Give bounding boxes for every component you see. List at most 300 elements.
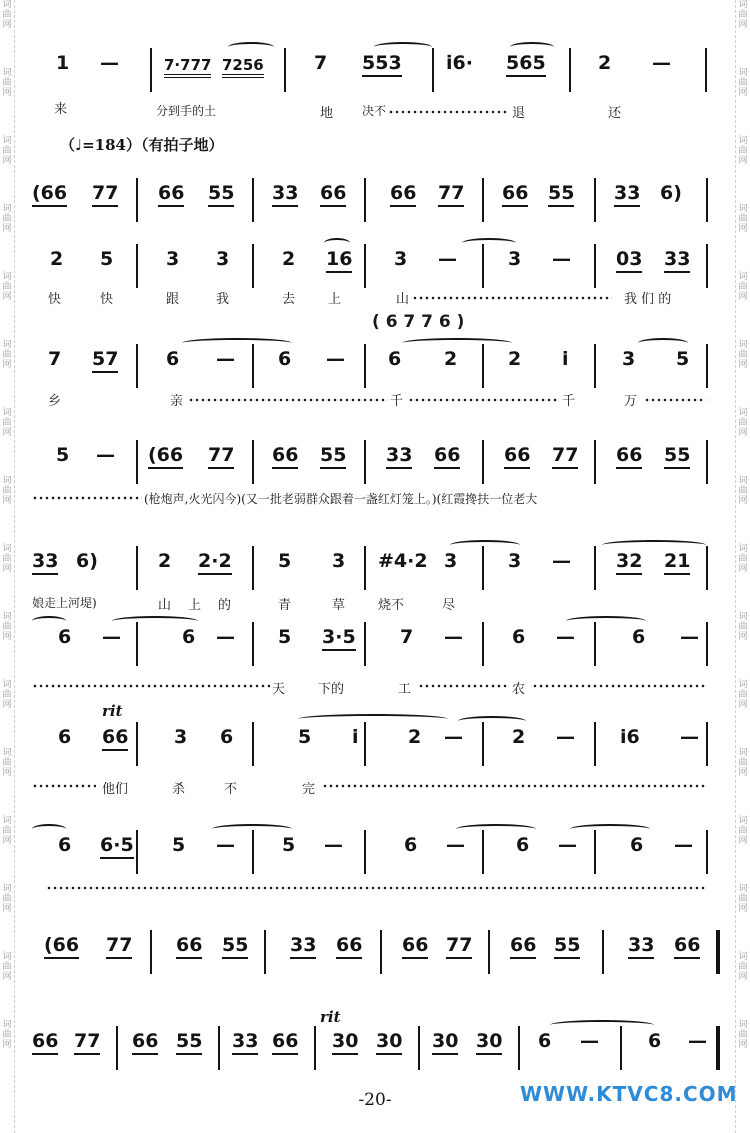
lyric: 快 [100, 292, 114, 307]
note: 66 [402, 934, 428, 959]
watermark-char: 曲 [738, 282, 748, 292]
watermark-glyphs [736, 0, 750, 30]
note: 6 [58, 726, 72, 748]
note: 6 [388, 348, 402, 370]
note: 6 [404, 834, 418, 856]
note: 5 [298, 726, 312, 748]
note: (66 [44, 934, 79, 959]
barline [364, 546, 366, 590]
watermark-char: 词 [738, 544, 748, 554]
slur [32, 616, 66, 626]
note: 66 [320, 182, 346, 207]
watermark-char: 曲 [2, 554, 12, 564]
watermark-char: 网 [2, 1040, 12, 1050]
watermark-glyphs [0, 1020, 14, 1050]
watermark-char: 网 [738, 564, 748, 574]
watermark-glyphs [0, 136, 14, 166]
note: 30 [332, 1030, 358, 1055]
note: 2 [444, 348, 458, 370]
watermark-char: 曲 [2, 622, 12, 632]
note: 66 [132, 1030, 158, 1055]
watermark-char: 词 [2, 680, 12, 690]
barline [136, 244, 138, 288]
watermark-char: 词 [738, 340, 748, 350]
lyric: 决不 [362, 104, 387, 118]
slur [212, 824, 292, 834]
note: 5 [100, 248, 114, 270]
note: 553 [362, 52, 402, 77]
watermark-char: 网 [738, 428, 748, 438]
watermark-char: 网 [738, 904, 748, 914]
barline [252, 722, 254, 766]
lyric: 的 [218, 598, 232, 613]
melisma-line [32, 784, 96, 788]
note: — [216, 834, 235, 856]
barline [620, 1026, 622, 1070]
note: 6 [512, 626, 526, 648]
note: 2 [512, 726, 526, 748]
note: 2 [282, 248, 296, 270]
watermark-char: 曲 [2, 690, 12, 700]
watermark-glyphs [736, 816, 750, 846]
barline [364, 178, 366, 222]
barline [706, 830, 708, 874]
lyric: 天 [272, 682, 286, 697]
watermark-right [735, 0, 750, 1133]
slur [182, 338, 292, 348]
watermark-char: 曲 [2, 214, 12, 224]
watermark-char: 曲 [738, 146, 748, 156]
barline [284, 48, 286, 92]
barline [569, 48, 571, 92]
watermark-char: 曲 [2, 962, 12, 972]
watermark-char: 网 [2, 88, 12, 98]
note: 66 [616, 444, 642, 469]
note: — [680, 726, 699, 748]
barline [482, 722, 484, 766]
barline [136, 722, 138, 766]
watermark-char: 曲 [2, 350, 12, 360]
watermark-glyphs [736, 544, 750, 574]
note: 66 [674, 934, 700, 959]
note: 3 [166, 248, 180, 270]
note: — [552, 248, 571, 270]
note: 66 [434, 444, 460, 469]
watermark-glyphs [736, 1020, 750, 1050]
note: 3·5 [322, 626, 356, 651]
lyric: 亲 [170, 394, 184, 409]
note: (66 [32, 182, 67, 207]
note: — [556, 726, 575, 748]
note: 33 [614, 182, 640, 207]
note: 6 [166, 348, 180, 370]
note: 33 [272, 182, 298, 207]
lyric: 不 [224, 782, 238, 797]
note: 3 [394, 248, 408, 270]
watermark-char: 网 [2, 904, 12, 914]
watermark-char: 曲 [2, 486, 12, 496]
barline [136, 622, 138, 666]
note: 55 [548, 182, 574, 207]
ritardando-marking: rit [320, 1008, 341, 1026]
barline [136, 344, 138, 388]
barline [136, 178, 138, 222]
note: — [674, 834, 693, 856]
note: — [444, 726, 463, 748]
barline [150, 930, 152, 974]
note: 565 [506, 52, 546, 77]
note: — [324, 834, 343, 856]
watermark-left [0, 0, 15, 1133]
watermark-char: 网 [2, 836, 12, 846]
note: — [652, 52, 671, 74]
watermark-char: 词 [2, 476, 12, 486]
note: 55 [222, 934, 248, 959]
watermark-char: 词 [738, 0, 748, 10]
barline [252, 440, 254, 484]
note: — [326, 348, 345, 370]
watermark-char: 网 [2, 224, 12, 234]
slur [510, 42, 554, 52]
watermark-char: 词 [2, 272, 12, 282]
note: 6 [220, 726, 234, 748]
note: 66 [272, 444, 298, 469]
watermark-char: 曲 [738, 10, 748, 20]
note: 2 [598, 52, 612, 74]
watermark-char: 网 [2, 496, 12, 506]
note: 3 [444, 550, 458, 572]
lyric: 杀 [172, 782, 186, 797]
lyric: 上 [328, 292, 342, 307]
note: 77 [552, 444, 578, 469]
note: 66 [510, 934, 536, 959]
barline [594, 830, 596, 874]
lyric: 他们 [102, 782, 129, 797]
note: 66 [32, 1030, 58, 1055]
lyric: 乡 [48, 394, 62, 409]
note: 33 [628, 934, 654, 959]
final-barline [716, 1026, 720, 1070]
barline [594, 546, 596, 590]
note: 21 [664, 550, 690, 575]
note: 7 [400, 626, 414, 648]
lyric: 来 [54, 102, 68, 117]
watermark-char: 网 [2, 156, 12, 166]
note: 6) [660, 182, 682, 204]
watermark-char: 词 [738, 816, 748, 826]
watermark-char: 曲 [2, 826, 12, 836]
note: 5 [282, 834, 296, 856]
note: 6 [58, 834, 72, 856]
slur [402, 338, 512, 348]
barline [314, 1026, 316, 1070]
watermark-char: 曲 [2, 1030, 12, 1040]
barline [218, 1026, 220, 1070]
watermark-char: 词 [738, 884, 748, 894]
watermark-char: 网 [2, 428, 12, 438]
note: 6·5 [100, 834, 134, 859]
barline [136, 546, 138, 590]
note: 55 [664, 444, 690, 469]
lyric: 完 [302, 782, 316, 797]
watermark-char: 网 [738, 836, 748, 846]
note: 1 [56, 52, 70, 74]
melisma-line [418, 684, 508, 688]
slur [602, 540, 706, 550]
watermark-char: 词 [2, 408, 12, 418]
watermark-char: 词 [738, 680, 748, 690]
watermark-char: 词 [738, 748, 748, 758]
note: — [558, 834, 577, 856]
note: — [216, 348, 235, 370]
lyric: 还 [608, 106, 622, 121]
note: 66 [176, 934, 202, 959]
note: 66 [272, 1030, 298, 1055]
melisma-line [46, 886, 706, 890]
note: 77 [92, 182, 118, 207]
lyric: 地 [320, 106, 334, 121]
lyric: 尽 [442, 598, 456, 613]
page-number: -20- [358, 1090, 392, 1110]
note: 55 [208, 182, 234, 207]
note: — [580, 1030, 599, 1052]
barline [380, 930, 382, 974]
note: (66 [148, 444, 183, 469]
note: 66 [336, 934, 362, 959]
lyric: 娘走上河堤) [32, 596, 97, 610]
barline [482, 546, 484, 590]
barline [482, 244, 484, 288]
watermark-char: 网 [738, 156, 748, 166]
note: 77 [208, 444, 234, 469]
slur [450, 540, 520, 550]
watermark-char: 曲 [738, 214, 748, 224]
barline [364, 344, 366, 388]
site-watermark: WWW.KTVC8.COM [520, 1082, 738, 1106]
watermark-glyphs [736, 680, 750, 710]
slur [566, 616, 646, 626]
watermark-char: 曲 [2, 78, 12, 88]
note: 6 [58, 626, 72, 648]
note: — [556, 626, 575, 648]
slur [638, 338, 688, 348]
note: 77 [74, 1030, 100, 1055]
watermark-char: 网 [738, 292, 748, 302]
watermark-glyphs [0, 68, 14, 98]
barline [482, 344, 484, 388]
watermark-char: 词 [738, 476, 748, 486]
barline [705, 48, 707, 92]
watermark-char: 曲 [738, 554, 748, 564]
watermark-glyphs [0, 204, 14, 234]
watermark-char: 曲 [738, 690, 748, 700]
note: 77 [438, 182, 464, 207]
barline [706, 622, 708, 666]
note: 3 [216, 248, 230, 270]
note: 55 [320, 444, 346, 469]
slur [324, 238, 350, 248]
lyric: 下的 [318, 682, 345, 697]
barline [252, 830, 254, 874]
barline [482, 622, 484, 666]
barline [418, 1026, 420, 1070]
barline [594, 244, 596, 288]
melisma-line [532, 684, 706, 688]
note: 55 [554, 934, 580, 959]
watermark-char: 词 [2, 340, 12, 350]
slur [374, 42, 432, 52]
lyric: 退 [512, 106, 526, 121]
watermark-char: 曲 [2, 10, 12, 20]
watermark-char: 词 [2, 0, 12, 10]
lyric: 青 [278, 598, 292, 613]
barline [150, 48, 152, 92]
watermark-char: 词 [2, 68, 12, 78]
lyric: (枪炮声,火光闪今)(又一批老弱群众跟着一盏红灯笼上。)(红霞搀扶一位老大 [144, 492, 538, 506]
note: 5 [278, 550, 292, 572]
slur [456, 824, 536, 834]
watermark-glyphs [736, 136, 750, 166]
barline [482, 440, 484, 484]
watermark-glyphs [0, 680, 14, 710]
watermark-char: 网 [2, 972, 12, 982]
watermark-char: 曲 [738, 894, 748, 904]
barline [706, 244, 708, 288]
barline [706, 440, 708, 484]
watermark-char: 网 [2, 292, 12, 302]
watermark-glyphs [0, 952, 14, 982]
note: 6 [516, 834, 530, 856]
melisma-line [32, 496, 142, 500]
note: 03 [616, 248, 642, 273]
barline [364, 244, 366, 288]
note: 2 [508, 348, 522, 370]
watermark-char: 曲 [2, 146, 12, 156]
barline [706, 546, 708, 590]
slur [228, 42, 274, 52]
note: #4·2 [378, 550, 428, 572]
watermark-char: 词 [2, 952, 12, 962]
lyric: 草 [332, 598, 346, 613]
watermark-char: 网 [738, 972, 748, 982]
note: 5 [278, 626, 292, 648]
barline [252, 344, 254, 388]
watermark-char: 网 [738, 1040, 748, 1050]
barline [482, 830, 484, 874]
note: 55 [176, 1030, 202, 1055]
note: i [352, 726, 359, 748]
note: 16 [326, 248, 352, 273]
note: 6 [632, 626, 646, 648]
watermark-char: 词 [738, 68, 748, 78]
barline [706, 344, 708, 388]
lyric: 去 [282, 292, 296, 307]
watermark-char: 曲 [738, 78, 748, 88]
note: 3 [174, 726, 188, 748]
watermark-char: 网 [2, 632, 12, 642]
slur [458, 716, 526, 726]
note: 7 [48, 348, 62, 370]
note: 6 [538, 1030, 552, 1052]
watermark-glyphs [736, 884, 750, 914]
note: 57 [92, 348, 118, 373]
lyric: 跟 [166, 292, 180, 307]
note: 66 [390, 182, 416, 207]
note: 33 [290, 934, 316, 959]
note: 33 [386, 444, 412, 469]
barline [264, 930, 266, 974]
note: — [100, 52, 119, 74]
note: 5 [676, 348, 690, 370]
watermark-char: 词 [738, 612, 748, 622]
melisma-line [388, 110, 508, 114]
note: 7256 [222, 56, 264, 78]
watermark-glyphs [736, 952, 750, 982]
watermark-char: 网 [738, 632, 748, 642]
watermark-glyphs [736, 748, 750, 778]
note: 30 [432, 1030, 458, 1055]
barline [136, 440, 138, 484]
lyric: 山 [396, 292, 410, 307]
watermark-glyphs [0, 476, 14, 506]
ritardando-marking: rit [102, 702, 123, 720]
barline [364, 622, 366, 666]
lyric: 上 [188, 598, 202, 613]
lyric: 农 [512, 682, 526, 697]
watermark-char: 网 [738, 224, 748, 234]
watermark-char: 曲 [2, 282, 12, 292]
lyric: 万 [624, 394, 638, 409]
lyric: 快 [48, 292, 62, 307]
watermark-char: 曲 [738, 758, 748, 768]
barline [252, 244, 254, 288]
barline [594, 440, 596, 484]
barline [518, 1026, 520, 1070]
melisma-line [412, 296, 612, 300]
watermark-char: 曲 [738, 486, 748, 496]
note: 30 [376, 1030, 402, 1055]
note: 66 [102, 726, 128, 751]
ornament-notes: ( 6 7 7 6 ) [372, 312, 465, 332]
watermark-glyphs [0, 748, 14, 778]
lyric: 千 [562, 394, 576, 409]
barline [594, 344, 596, 388]
watermark-char: 词 [738, 272, 748, 282]
note: i [562, 348, 569, 370]
slur [298, 714, 448, 724]
lyric: 分到手的土 [156, 104, 217, 118]
note: 66 [158, 182, 184, 207]
note: — [438, 248, 457, 270]
melisma-line [644, 398, 706, 402]
watermark-char: 词 [738, 408, 748, 418]
watermark-char: 曲 [738, 1030, 748, 1040]
lyric: 烧不 [378, 598, 405, 613]
note: 7 [314, 52, 328, 74]
lyric: 我 [216, 292, 230, 307]
watermark-char: 网 [2, 360, 12, 370]
slur [112, 616, 198, 626]
watermark-char: 词 [738, 1020, 748, 1030]
watermark-glyphs [0, 612, 14, 642]
watermark-char: 曲 [738, 962, 748, 972]
note: 33 [32, 550, 58, 575]
lyric: 我 们 的 [624, 292, 672, 307]
note: 5 [56, 444, 70, 466]
barline [252, 546, 254, 590]
watermark-char: 网 [738, 496, 748, 506]
note: 6 [278, 348, 292, 370]
